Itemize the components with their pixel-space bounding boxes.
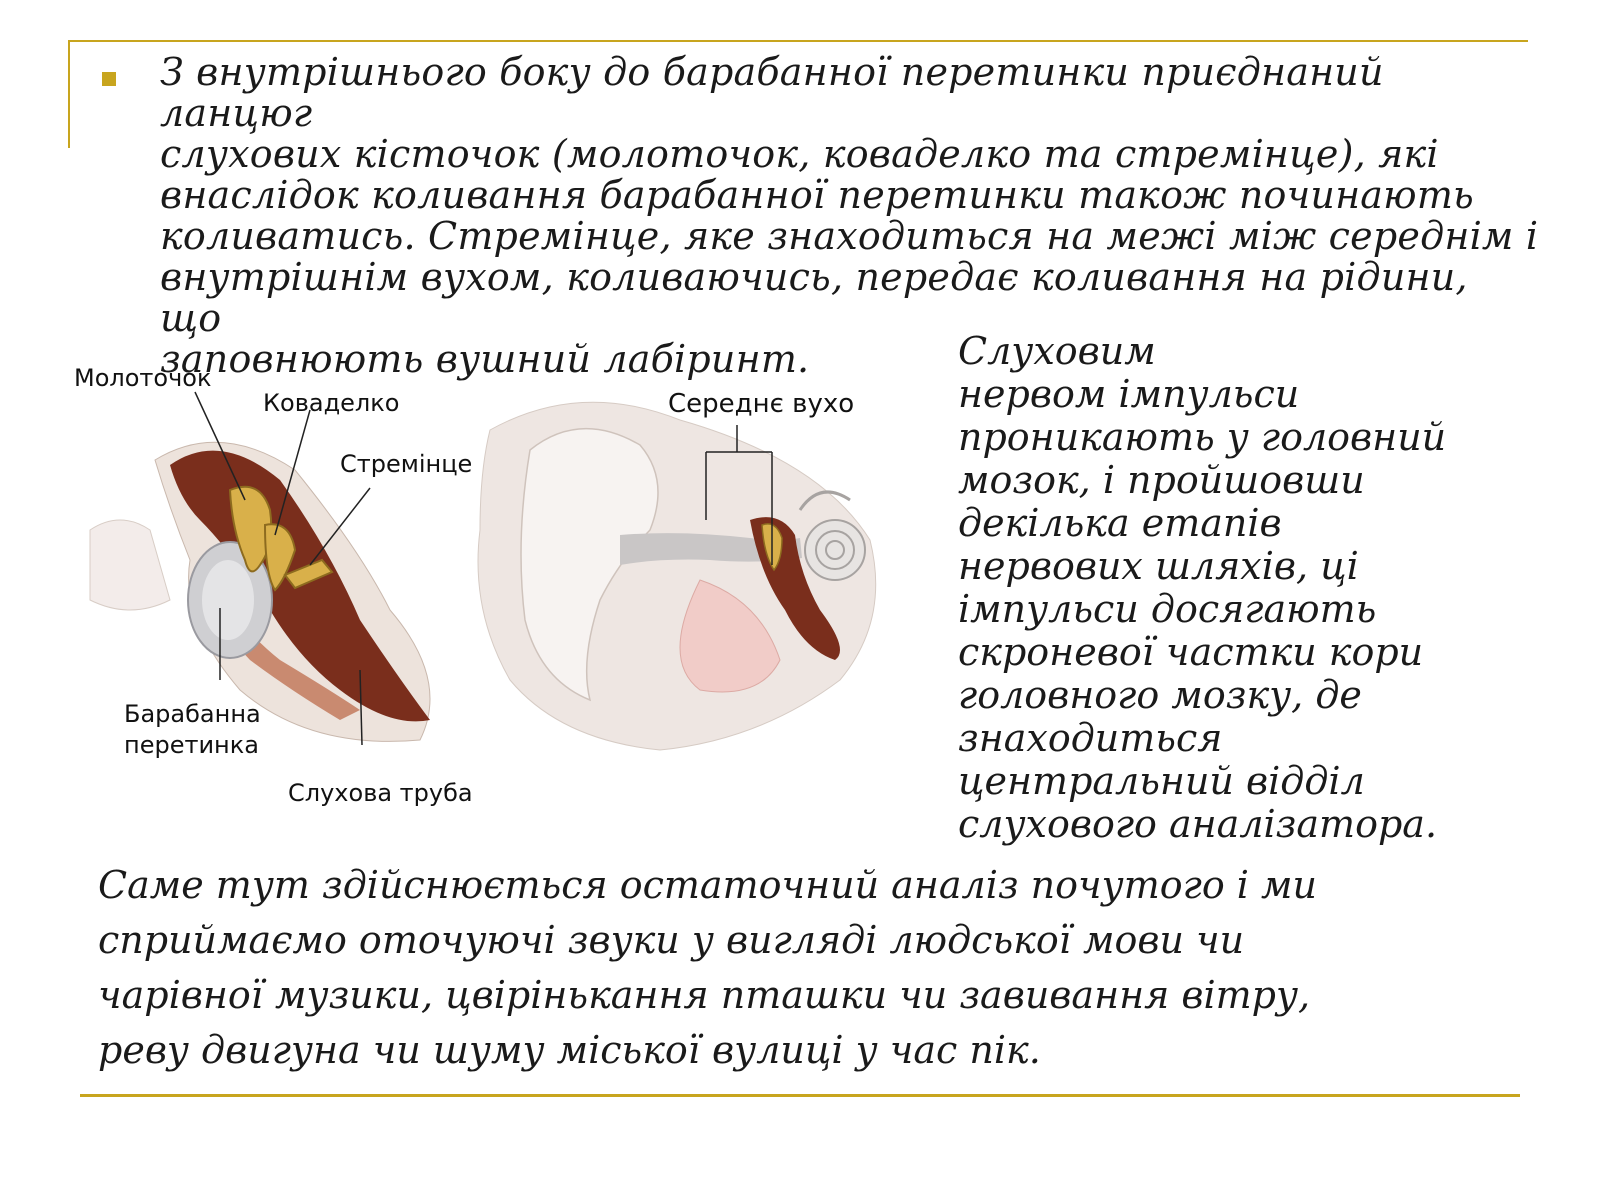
label-eardrum: Барабанна перетинка [124, 700, 261, 759]
frame-bottom-rule [80, 1094, 1520, 1097]
frame-top-rule [68, 40, 1528, 42]
bullet-marker [102, 72, 116, 86]
right-paragraph: Слуховим нервом імпульси проникають у головний мозок, і пройшовши декілька етапів нервових шляхів, ці імпульси досягають скроневої частки кори головного мозку, де знаходиться центральний відділ слухового аналізатора. [958, 329, 1447, 846]
outer-ear-section [478, 402, 876, 750]
label-stirrup: Стремінце [340, 450, 473, 478]
top-paragraph: З внутрішнього боку до барабанної перетинки приєднаний ланцюг слухових кісточок (молоточок, коваделко та стремінце), які внаслідок коливання барабанної перетинки також починають коливатись. Стремінце, яке знаходиться на межі між середнім і внутрішнім вухом, коливаючись, передає коливання на рідини, що заповнюють вушний лабіринт. [160, 50, 1539, 381]
label-middle-ear: Середнє вухо [668, 389, 855, 419]
label-anvil: Коваделко [263, 389, 400, 417]
bottom-paragraph: Саме тут здійснюється остаточний аналіз почутого і ми сприймаємо оточуючі звуки у вигляді людської мови чи чарівної музики, цвірінькання пташки чи завивання вітру, реву двигуна чи шуму міської вулиці у час пік. [98, 863, 1317, 1072]
label-eustachian-tube: Слухова труба [288, 779, 473, 807]
frame-left-rule [68, 40, 70, 148]
label-hammer: Молоточок [74, 364, 212, 392]
middle-ear-closeup [90, 442, 430, 741]
